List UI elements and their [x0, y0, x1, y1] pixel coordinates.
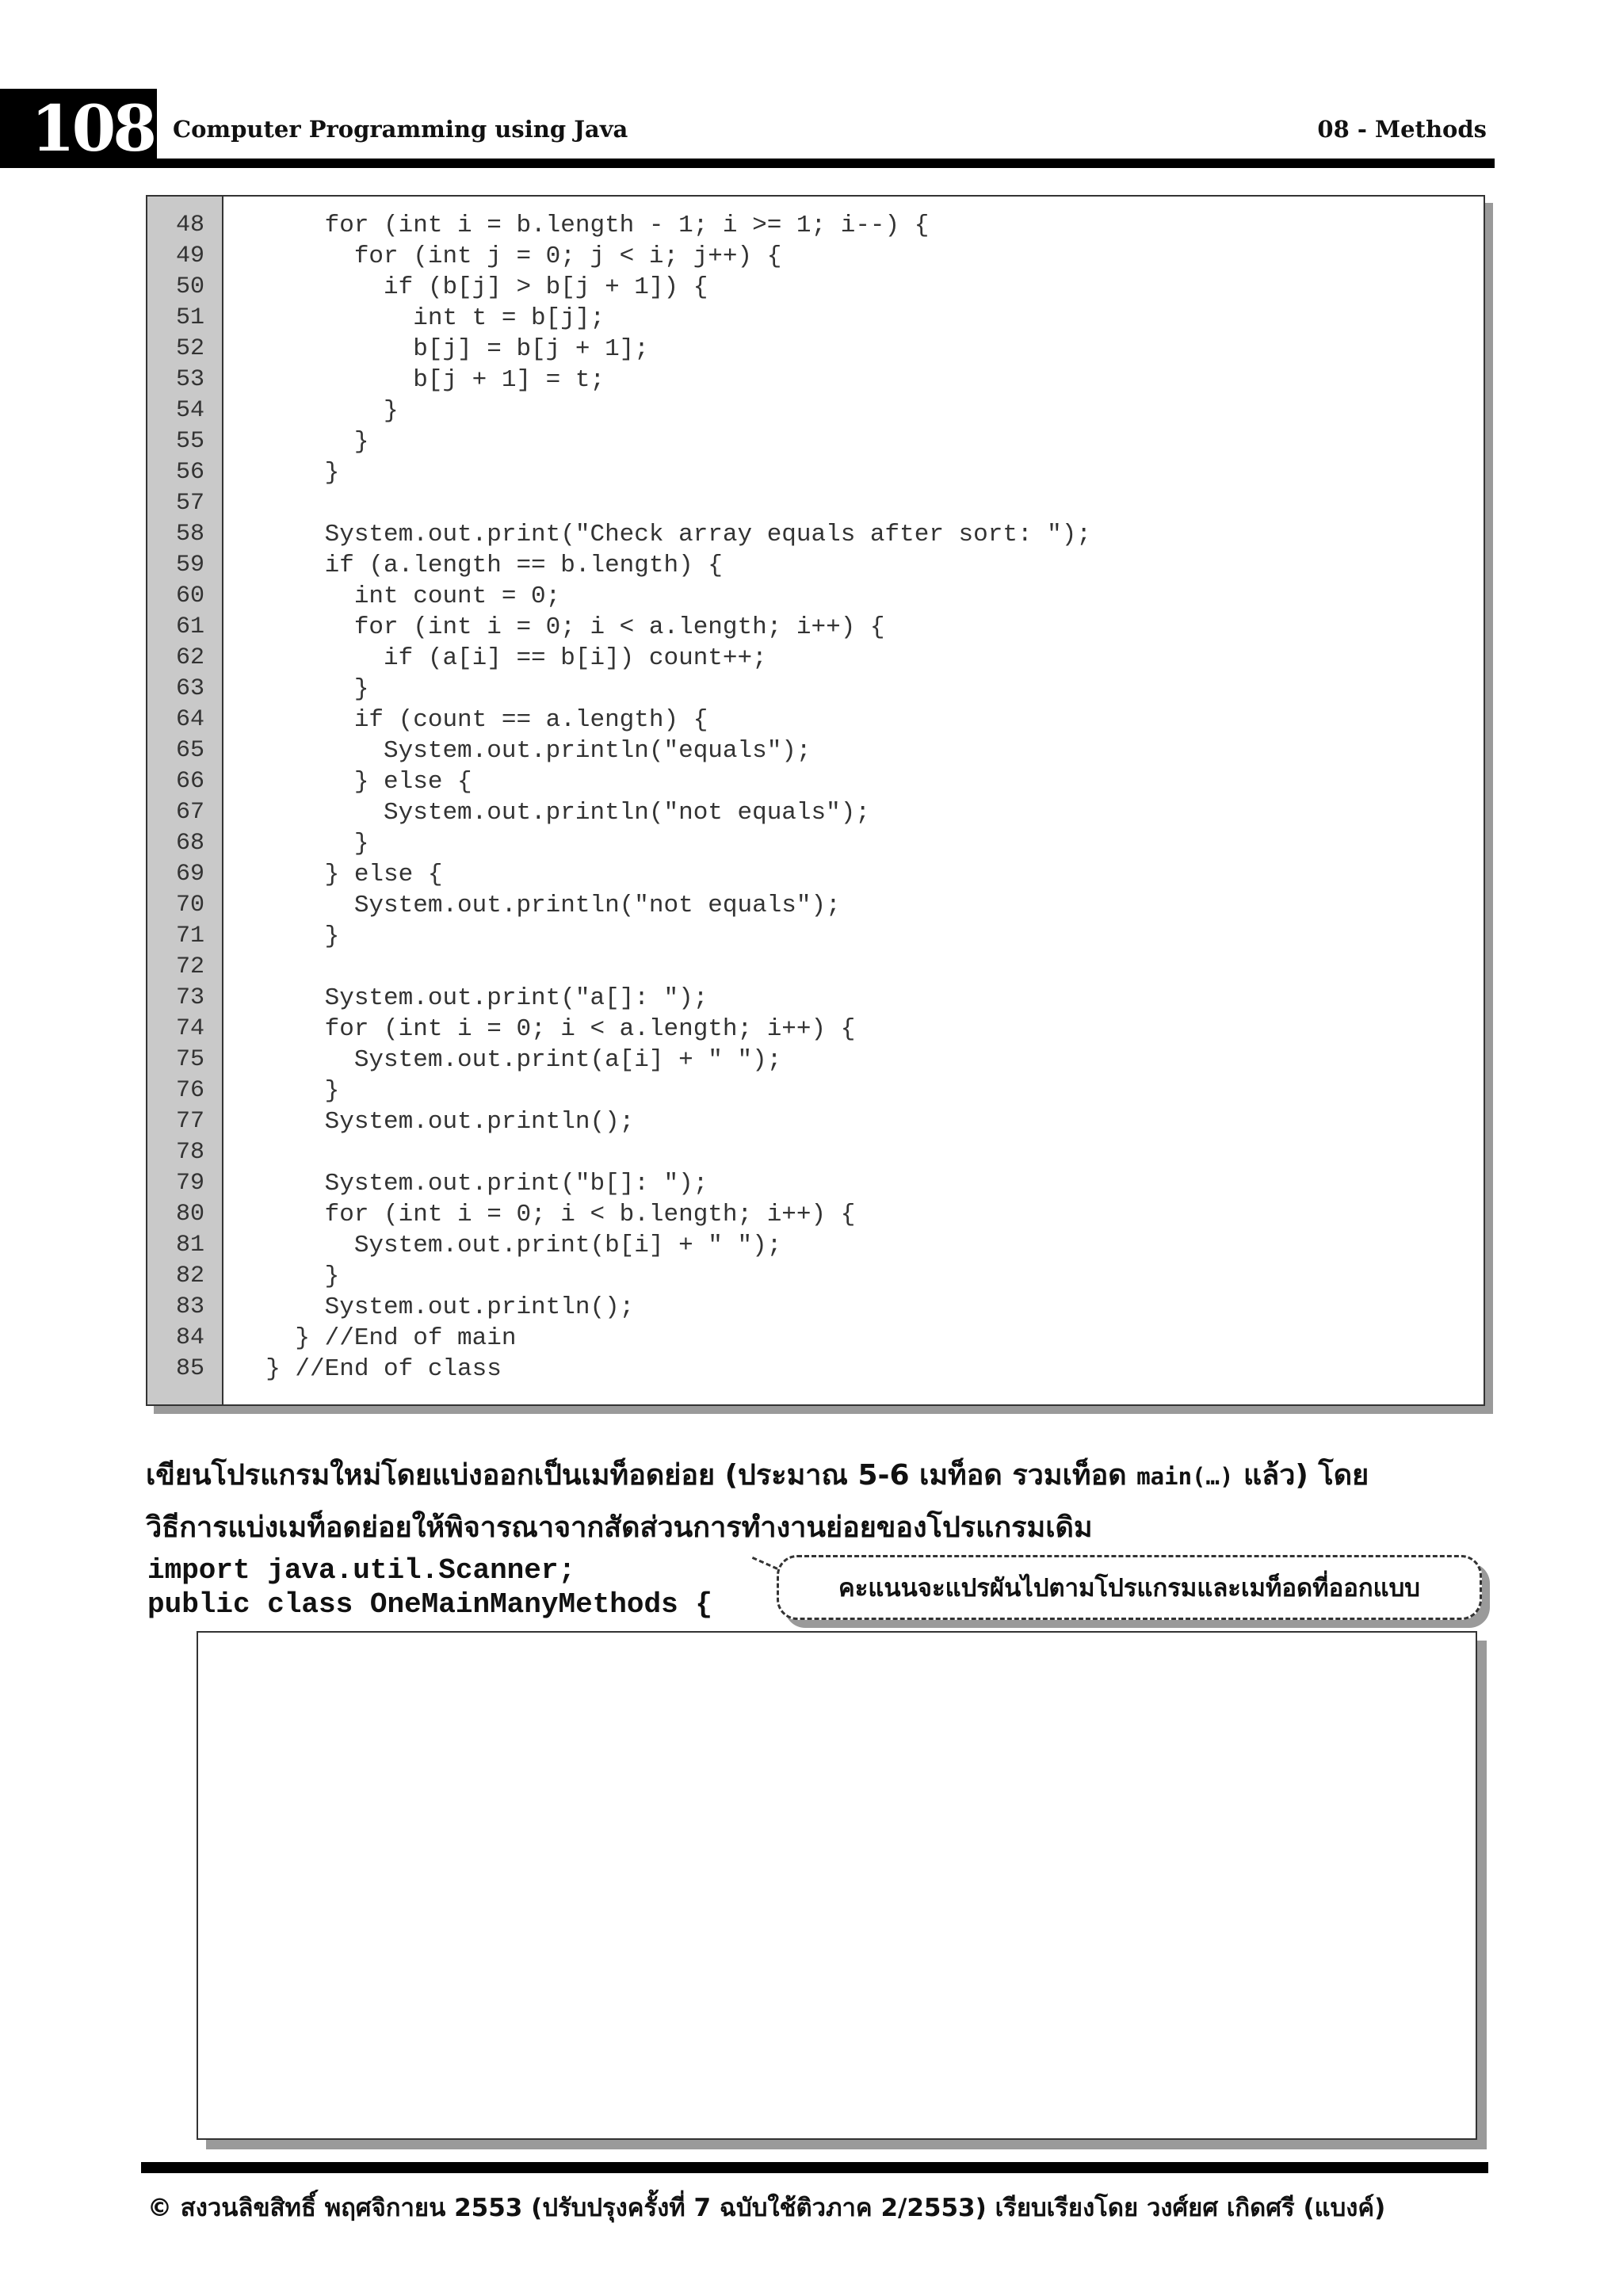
line-number: 51 [175, 304, 204, 331]
line-number: 73 [175, 984, 204, 1011]
code-line: } else { [236, 768, 472, 796]
line-number: 71 [175, 923, 204, 949]
line-number: 80 [175, 1201, 204, 1228]
line-number: 59 [175, 552, 204, 579]
instruction-text: เขียนโปรแกรมใหม่โดยแบ่งออกเป็นเมท็อดย่อย (ประมาณ 5-6 เมท็อด รวมเท็อด [146, 1459, 1137, 1492]
instruction-line-2: วิธีการแบ่งเมท็อดย่อยให้พิจารณาจากสัดส่วนการทำงานย่อยของโปรแกรมเดิม [146, 1511, 1093, 1544]
line-number: 76 [175, 1077, 204, 1104]
chapter-title: 08 - Methods [1317, 116, 1487, 143]
code-line: System.out.println("not equals"); [236, 799, 870, 827]
code-line: if (count == a.length) { [236, 706, 708, 734]
code-line: } [236, 428, 369, 456]
instruction-line-1 [146, 1452, 1485, 1497]
code-line: } [236, 459, 340, 487]
code-line: } else { [236, 861, 443, 888]
code-line: int t = b[j]; [236, 304, 605, 332]
scoring-note-text: คะแนนจะแปรผันไปตามโปรแกรมและเมท็อดที่ออกแบบ [838, 1574, 1420, 1603]
line-number: 70 [175, 892, 204, 919]
line-number: 61 [175, 613, 204, 640]
code-line: System.out.println(); [236, 1293, 635, 1321]
starter-code [147, 1553, 712, 1622]
code-line: } [236, 1263, 340, 1290]
line-number: 65 [175, 737, 204, 764]
line-number: 83 [175, 1293, 204, 1320]
line-number: 54 [175, 397, 204, 424]
line-number: 74 [175, 1015, 204, 1042]
line-number: 67 [175, 799, 204, 826]
header-rule [157, 159, 1495, 168]
code-line: for (int i = 0; i < a.length; i++) { [236, 613, 885, 641]
line-number: 49 [175, 243, 204, 269]
line-number: 75 [175, 1046, 204, 1073]
code-lines [223, 197, 1484, 1404]
copyright-footer: © สงวนลิขสิทธิ์ พฤศจิกายน 2553 (ปรับปรุงครั้งที่ 7 ฉบับใช้ติวภาค 2/2553) เรียบเรียงโดย วงศ์ยศ เกิดศรี (แบงค์) [147, 2194, 1386, 2222]
code-line: for (int i = 0; i < a.length; i++) { [236, 1015, 856, 1043]
footer-rule [141, 2162, 1488, 2173]
code-line: System.out.print(a[i] + " "); [236, 1046, 782, 1074]
code-line: System.out.print(b[i] + " "); [236, 1232, 782, 1259]
line-number: 55 [175, 428, 204, 455]
line-number: 58 [175, 521, 204, 548]
code-line: if (b[j] > b[j + 1]) { [236, 273, 708, 301]
line-number: 64 [175, 706, 204, 733]
code-line: b[j + 1] = t; [236, 366, 605, 394]
line-number: 79 [175, 1170, 204, 1197]
code-line: for (int i = b.length - 1; i >= 1; i--) { [236, 212, 930, 239]
code-line: } [236, 1077, 340, 1105]
code-line: System.out.print("b[]: "); [236, 1170, 708, 1198]
line-number: 68 [175, 830, 204, 857]
line-number: 62 [175, 644, 204, 671]
code-line: int count = 0; [236, 583, 561, 610]
line-number: 69 [175, 861, 204, 888]
line-number: 85 [175, 1355, 204, 1382]
instruction-text-end: แล้ว) โดย [1233, 1459, 1369, 1492]
line-number: 53 [175, 366, 204, 393]
code-line: b[j] = b[j + 1]; [236, 335, 649, 363]
line-number: 72 [175, 953, 204, 980]
code-line: } [236, 397, 399, 425]
code-line: for (int j = 0; j < i; j++) { [236, 243, 782, 270]
code-line: if (a[i] == b[i]) count++; [236, 644, 767, 672]
book-title: Computer Programming using Java [173, 116, 628, 143]
code-line: } //End of main [236, 1324, 517, 1352]
starter-code-line: import java.util.Scanner; [147, 1554, 576, 1587]
code-line [223, 488, 1484, 519]
code-line [223, 952, 1484, 983]
line-number: 82 [175, 1263, 204, 1289]
code-line: } //End of class [236, 1355, 502, 1383]
code-line: } [236, 830, 369, 858]
code-line: System.out.println("equals"); [236, 737, 812, 765]
code-line: for (int i = 0; i < b.length; i++) { [236, 1201, 856, 1228]
line-number: 63 [175, 675, 204, 702]
line-number-gutter [147, 197, 223, 1404]
answer-box[interactable] [197, 1631, 1477, 2140]
inline-code-main: main(…) [1136, 1463, 1234, 1490]
starter-code-line: public class OneMainManyMethods { [147, 1588, 712, 1621]
line-number: 52 [175, 335, 204, 362]
code-line: if (a.length == b.length) { [236, 552, 723, 579]
line-number: 84 [175, 1324, 204, 1351]
line-number: 78 [175, 1139, 204, 1166]
code-line: } [236, 675, 369, 703]
code-line: } [236, 923, 340, 950]
code-line: System.out.print("a[]: "); [236, 984, 708, 1012]
page-number: 108 [0, 89, 157, 168]
line-number: 48 [175, 212, 204, 239]
line-number: 50 [175, 273, 204, 300]
scoring-note-callout [777, 1555, 1482, 1620]
line-number: 81 [175, 1232, 204, 1259]
line-number: 60 [175, 583, 204, 609]
code-line: System.out.println(); [236, 1108, 635, 1136]
line-number: 66 [175, 768, 204, 795]
code-line: System.out.print("Check array equals after sort: "); [236, 521, 1091, 548]
line-number: 56 [175, 459, 204, 486]
code-listing [146, 195, 1485, 1406]
line-number: 57 [175, 490, 204, 517]
line-number: 77 [175, 1108, 204, 1135]
code-line [223, 1137, 1484, 1168]
code-line: System.out.println("not equals"); [236, 892, 841, 919]
